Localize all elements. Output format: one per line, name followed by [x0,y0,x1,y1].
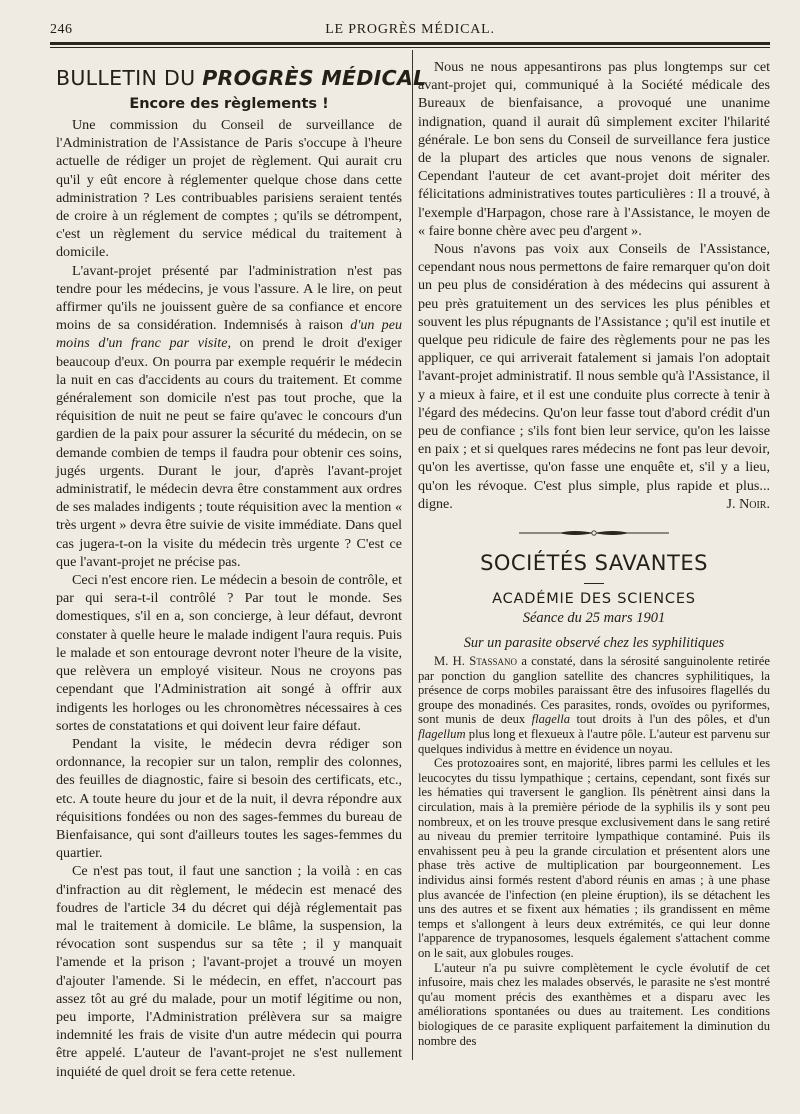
bulletin-paragraph-2-emphasis: d'un peu moins d'un franc par visite, [56,317,403,352]
bulletin-paragraph-5: Ce n'est pas tout, il faut une sanction ; la voilà : en cas d'infraction au dit règlement, le médecin est menacé des foudres de l'article 34 du décret qui déjà réglementait pas mal le traitement à domicile. Le blâme, la suspension, la révocation sont suspendus sur sa tête ; il y manquait l'amende et la prison ; l'avant-projet a trouvé un moyen d'ajouter l'amende. Si le médecin, en effet, n'accourt pas assez tôt au gré du malade, pour un motif légitime ou non, peu importe, l'Administration prélèvera sur sa maigre indemnité les frais de visite d'un autre médecin qui pourra être appelé. L'auteur de l'avant-projet ne s'est nullement inquiété de quel droit se fera cette retenue. [56,863,402,1080]
section-dash [584,583,604,584]
article-paragraph-3: L'auteur n'a pu suivre complètement le cycle évolutif de cet infusoire, mais chez les malades observés, le parasite ne s'est montré qu'au moment précis des exanthèmes et a disparu avec les améliorations spontanées ou dues au traitement. Les conditions biologiques de ce parasite expliquent parfaitement la diminution du nombre des [418,960,770,1048]
article-title: Sur un parasite observé chez les syphilitiques [463,635,725,652]
article-term-flagella: flagella [531,712,571,727]
header-rule-thin [50,47,770,48]
column-divider [412,50,413,1060]
bulletin-title-prefix: BULLETIN DU [56,66,196,90]
ornament-divider [519,529,669,537]
section-title: SOCIÉTÉS SAVANTES [480,551,708,576]
bulletin-paragraph-2 [56,262,402,571]
bulletin-paragraph-3: Ceci n'est encore rien. Le médecin a besoin de contrôle, et par qui sera-t-il contrôlé ? Par tout le monde. Ses domestiques, s'il en a, son concierge, à leur défaut, devront constater à quelle heure le malade indigent l'aura requis. Puis le malade et son entourage devront noter l'heure de la visite, que relèvera un employé visiteur. Nous ne croyons pas cependant que l'Administration ait songé à offrir aux indigents les horloges ou les chronomètres nécessaires à ces sortes de constatations et qui doivent leur faire défaut. [56,572,402,734]
page-header [50,22,770,44]
bulletin-paragraph-1: Une commission du Conseil de surveillance de l'Administration de l'Assistance de Paris s'occupe à l'heure actuelle de rédiger un projet de règlement. Qui aurait cru qu'il y eût encore à réglementer quelque chose dans cette administration ? Les contribuables parisiens seraient tentés de croire à un réglement de comptes ; qu'ils se détrompent, c'est un règlement du service médical du traitement à domicile. [56,117,402,261]
bulletin-paragraph-7-text: Nous n'avons pas voix aux Conseils de l'Assistance, cependant nous nous permettons de faire remarquer qu'on doit un peu plus de considération à des médecins qui assurent à peu près gratuitement un des services les plus pénibles et souvent les plus répugnants de l'Assistance ; qu'il est inutile et quelque peu ridicule de faire des règlements pour ne pas les appliquer, ce qui arriverait fatalement si jamais l'on adoptait l'avant-projet administratif. Il nous semble qu'à l'Assistance, il y a mieux à faire, et il est une conduite plus correcte à tenir à l'égard des médecins. Qu'on leur fasse tout d'abord crédit d'un peu de confiance ; s'ils font bien leur service, qu'on les laisse en paix ; et si quelques rares médecins ne font pas leur devoir, qu'on les avertisse, qu'on fasse une enquête et, s'il y a lieu, qu'on les révoque. C'est plus simple, plus rapide et plus... digne. [418,241,770,512]
page-number: 246 [50,22,73,37]
article-paragraph-1 [418,654,770,756]
bulletin-paragraph-7 [418,240,770,513]
left-column [56,58,427,1080]
running-title: LE PROGRÈS MÉDICAL. [325,22,495,37]
header-rule-thick [50,42,770,45]
session-date: Séance du 25 mars 1901 [522,610,666,627]
article-paragraph-2: Ces protozoaires sont, en majorité, libres parmi les cellules et les leucocytes du tissu lympathique ; certains, cependant, sont fixés sur les hématies qui traversent le ganglion. Ils pénètrent ainsi dans la circulation, mais à la première période de la syphilis ils y sont peu nombreux, et on les trouve presque exclusivement dans le sang retiré au niveau du premier territoire lympathique contaminé. Puis ils envahissent peu à peu la grande circulation et présentent alors une phase très active de multiplication par bourgeonnement. Les individus ainsi formés restent d'abord réunis en amas ; à une phase plus avancée de l'infection (en pleine éruption), ils se détachent les uns des autres et se fixent aux hématies ; ils grandissent en même temps et s'allongent à leurs deux extrémités, ce qui leur donne l'apparence de trypanosomes, lesquels également s'attachent comme on le sait, aux globules rouges. [418,756,770,960]
article-author: M. H. Stassano [434,654,518,669]
article-paragraph-1-part-c: plus long et flexueux à l'autre pôle. L'auteur est parvenu sur quelques individus à mettre en évidence un noyau. [418,727,770,756]
bulletin-paragraph-2-part-a: L'avant-projet présenté par l'administration n'est pas tendre pour les médecins, je vous l'assure. A le lire, on peut affirmer qu'ils ne jouissent guère de sa confiance et encore moins de sa considération. Indemnisés à raison [56,262,402,334]
article-paragraph-1-part-b: tout droits à l'un des pôles, et d'un [576,712,770,727]
right-column [418,58,770,1058]
author-signature: J. Noir. [726,495,770,512]
bulletin-title [56,66,427,90]
bulletin-title-italic: PROGRÈS MÉDICAL [202,66,427,90]
bulletin-paragraph-2-part-b: on prend le droit d'exiger beaucoup d'eux. On pourra par exemple requérir le médecin la nuit en cas d'accidents au cours du traitement. Et comme généralement son domicile n'est pas tout proche, que la réquisition de nuit ne peut se faire qu'avec le concours d'un gardien de la paix pour assurer la sécurité du médecin, on se demande combien de temps il faudra pour obtenir ces soins, jugés urgents. Durant le jour, d'après l'avant-projet administratif, le médecin devra être constamment aux ordres de ses malades indigents ; toute réquisition avec la mention « très urgent » devra être suivie de visite immédiate. Dans quel cas jugera-t-on la visite du médecin très urgente ? C'est ce que l'avant-projet ne précise pas. [56,335,403,570]
bulletin-subtitle: Encore des règlements ! [129,96,329,112]
bulletin-paragraph-4: Pendant la visite, le médecin devra rédiger son ordonnance, la recopier sur un talon, remplir des colonnes, des feuilles de diagnostic, faire si besoin des certificats, etc., etc. A toute heure du jour et de la nuit, il devra répondre aux réquisitions fondées ou non des sages-femmes du bureau de Bienfaisance, qui sont d'ailleurs toutes les sages-femmes du quartier. [56,735,402,862]
article-term-flagellum: flagellum [418,727,466,742]
article-paragraph-1-part-a: a constaté, dans la sérosité sanguinolente retirée par ponction du ganglion satellite des chancres syphilitiques, la présence de corps mobiles paraissant être des infusoires flagellés du groupe des monadinés. Ces parasites, ronds, ovoïdes ou pyriformes, sont munis de deux [418,654,770,727]
academy-heading: ACADÉMIE DES SCIENCES [492,591,696,608]
bulletin-paragraph-6: Nous ne nous appesantirons pas plus longtemps sur cet avant-projet qui, communiqué à la Société médicale des Bureaux de bienfaisance, a provoqué une unanime indignation, quand il aurait dû simplement exciter l'hilarité générale. Le bon sens du Conseil de surveillance fera justice de la plupart des articles que nous venons de signaler. Cependant l'auteur de cet avant-projet doit mériter des félicitations administratives toutes particulières : Il a trouvé, à l'exemple d'Harpagon, chose rare à l'Assistance, le moyen de « faire bonne chère avec peu d'argent ». [418,59,770,239]
